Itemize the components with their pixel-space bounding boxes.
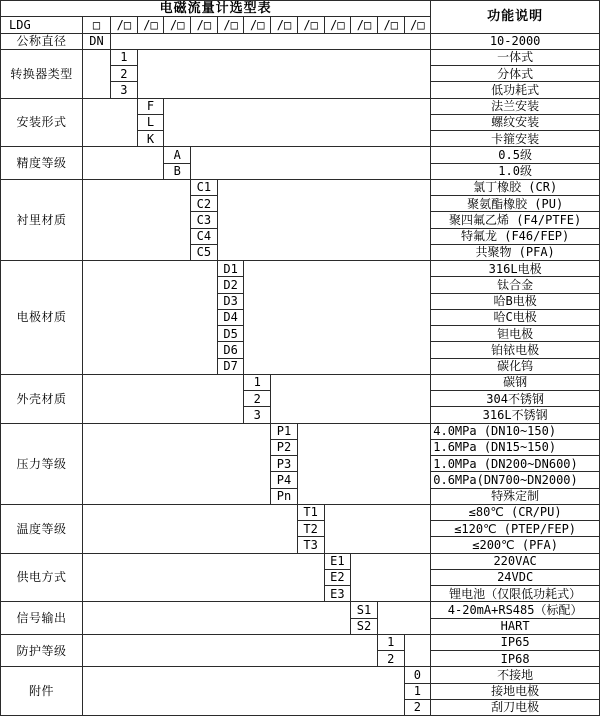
code-cell: 2 [405, 700, 432, 716]
desc-cell: 接地电极 [431, 684, 600, 700]
code-cell: C4 [191, 229, 218, 245]
filler-cell [191, 147, 431, 180]
desc-cell: 4-20mA+RS485（标配） [431, 602, 600, 618]
desc-cell: 316L电极 [431, 261, 600, 277]
filler-cell [405, 635, 432, 668]
code-cell: DN [83, 34, 111, 50]
code-cell: D5 [218, 326, 245, 342]
desc-cell: 聚四氟乙烯 (F4/PTFE) [431, 212, 600, 228]
section-label: 电极材质 [1, 261, 83, 375]
code-cell: 1 [111, 50, 138, 66]
code-cell: K [138, 131, 165, 147]
filler-cell [325, 505, 432, 554]
filler-cell [83, 99, 138, 148]
desc-cell: ≤80℃ (CR/PU) [431, 505, 600, 521]
code-cell: D6 [218, 342, 245, 358]
desc-cell: IP68 [431, 651, 600, 667]
code-cell: E1 [325, 554, 352, 570]
desc-cell: 锂电池（仅限低功耗式） [431, 586, 600, 602]
desc-cell: 220VAC [431, 554, 600, 570]
filler-cell [83, 180, 191, 261]
section-label: 安装形式 [1, 99, 83, 148]
desc-cell: ≤120℃ (PTEP/FEP) [431, 521, 600, 537]
code-cell: P2 [271, 440, 298, 456]
code-cell: L [138, 115, 165, 131]
filler-cell [244, 261, 431, 375]
section-label: 精度等级 [1, 147, 83, 180]
filler-cell [83, 554, 325, 603]
desc-cell: 聚氨酯橡胶 (PU) [431, 196, 600, 212]
filler-cell [83, 667, 405, 716]
model-prefix-cell: LDG [1, 17, 83, 33]
code-cell: C5 [191, 245, 218, 261]
desc-cell: 碳化钨 [431, 359, 600, 375]
desc-cell: 24VDC [431, 570, 600, 586]
section-label: 防护等级 [1, 635, 83, 668]
desc-cell: 碳钢 [431, 375, 600, 391]
code-cell: D4 [218, 310, 245, 326]
desc-cell: 特殊定制 [431, 489, 600, 505]
desc-cell: 1.0MPa (DN200~DN600) [431, 456, 600, 472]
code-cell: C2 [191, 196, 218, 212]
desc-cell: 钛合金 [431, 277, 600, 293]
code-cell: C1 [191, 180, 218, 196]
filler-cell [271, 375, 431, 424]
code-cell: D1 [218, 261, 245, 277]
desc-cell: 铂铱电极 [431, 342, 600, 358]
table-title: 电磁流量计选型表 [1, 1, 431, 17]
code-cell: P3 [271, 456, 298, 472]
code-cell: T1 [298, 505, 325, 521]
model-code-box: /□ [218, 17, 245, 33]
desc-cell: 哈C电极 [431, 310, 600, 326]
code-cell: 2 [378, 651, 405, 667]
desc-cell: 一体式 [431, 50, 600, 66]
filler-cell [83, 635, 378, 668]
code-cell: C3 [191, 212, 218, 228]
model-code-box: /□ [138, 17, 165, 33]
code-cell: 1 [244, 375, 271, 391]
model-code-box: /□ [111, 17, 138, 33]
desc-cell: HART [431, 619, 600, 635]
filler-cell [351, 554, 431, 603]
filler-cell [83, 261, 218, 375]
desc-cell: 4.0MPa (DN10~150) [431, 424, 600, 440]
model-code-box: /□ [244, 17, 271, 33]
code-cell: A [164, 147, 191, 163]
section-label: 温度等级 [1, 505, 83, 554]
desc-cell: IP65 [431, 635, 600, 651]
code-cell: F [138, 99, 165, 115]
code-cell: D2 [218, 277, 245, 293]
code-cell: T2 [298, 521, 325, 537]
code-cell: E3 [325, 586, 352, 602]
desc-cell: 0.6MPa(DN700~DN2000) [431, 472, 600, 488]
filler-cell [83, 505, 298, 554]
section-label: 外壳材质 [1, 375, 83, 424]
filler-cell [378, 602, 431, 635]
desc-cell: 10-2000 [431, 34, 600, 50]
desc-cell: 氯丁橡胶 (CR) [431, 180, 600, 196]
section-label: 供电方式 [1, 554, 83, 603]
desc-cell: 特氟龙 (F46/FEP) [431, 229, 600, 245]
desc-cell: 316L不锈钢 [431, 407, 600, 423]
code-cell: E2 [325, 570, 352, 586]
code-cell: P1 [271, 424, 298, 440]
function-column-header: 功能说明 [431, 1, 600, 34]
filler-cell [298, 424, 431, 505]
filler-cell [83, 602, 351, 635]
filler-cell [83, 147, 164, 180]
code-cell: D3 [218, 294, 245, 310]
model-code-box: /□ [351, 17, 378, 33]
code-cell: S2 [351, 619, 378, 635]
code-cell: 2 [111, 66, 138, 82]
section-label: 信号输出 [1, 602, 83, 635]
desc-cell: 1.6MPa (DN15~150) [431, 440, 600, 456]
desc-cell: 法兰安装 [431, 99, 600, 115]
desc-cell: 钽电极 [431, 326, 600, 342]
section-label: 压力等级 [1, 424, 83, 505]
code-cell: 1 [378, 635, 405, 651]
model-code-box: /□ [378, 17, 405, 33]
filler-cell [138, 50, 432, 99]
filler-cell [83, 375, 244, 424]
desc-cell: 刮刀电极 [431, 700, 600, 716]
code-cell: 3 [244, 407, 271, 423]
desc-cell: 1.0级 [431, 164, 600, 180]
code-cell: 0 [405, 667, 432, 683]
desc-cell: 分体式 [431, 66, 600, 82]
filler-cell [111, 34, 431, 50]
desc-cell: 螺纹安装 [431, 115, 600, 131]
section-label: 附件 [1, 667, 83, 716]
model-code-box: /□ [405, 17, 432, 33]
section-label: 转换器类型 [1, 50, 83, 99]
model-code-box: /□ [325, 17, 352, 33]
code-cell: 2 [244, 391, 271, 407]
filler-cell [83, 50, 111, 99]
desc-cell: 不接地 [431, 667, 600, 683]
code-cell: P4 [271, 472, 298, 488]
section-label: 衬里材质 [1, 180, 83, 261]
filler-cell [164, 99, 431, 148]
model-code-box: /□ [164, 17, 191, 33]
model-first-box: □ [83, 17, 111, 33]
desc-cell: 共聚物 (PFA) [431, 245, 600, 261]
code-cell: T3 [298, 537, 325, 553]
code-cell: 3 [111, 82, 138, 98]
code-cell: 1 [405, 684, 432, 700]
model-code-box: /□ [298, 17, 325, 33]
code-cell: Pn [271, 489, 298, 505]
desc-cell: 低功耗式 [431, 82, 600, 98]
desc-cell: 304不锈钢 [431, 391, 600, 407]
desc-cell: 卡箍安装 [431, 131, 600, 147]
code-cell: B [164, 164, 191, 180]
section-label: 公称直径 [1, 34, 83, 50]
filler-cell [83, 424, 271, 505]
model-code-box: /□ [191, 17, 218, 33]
desc-cell: 0.5级 [431, 147, 600, 163]
code-cell: S1 [351, 602, 378, 618]
filler-cell [218, 180, 432, 261]
code-cell: D7 [218, 359, 245, 375]
desc-cell: 哈B电极 [431, 294, 600, 310]
model-code-box: /□ [271, 17, 298, 33]
desc-cell: ≤200℃ (PFA) [431, 537, 600, 553]
